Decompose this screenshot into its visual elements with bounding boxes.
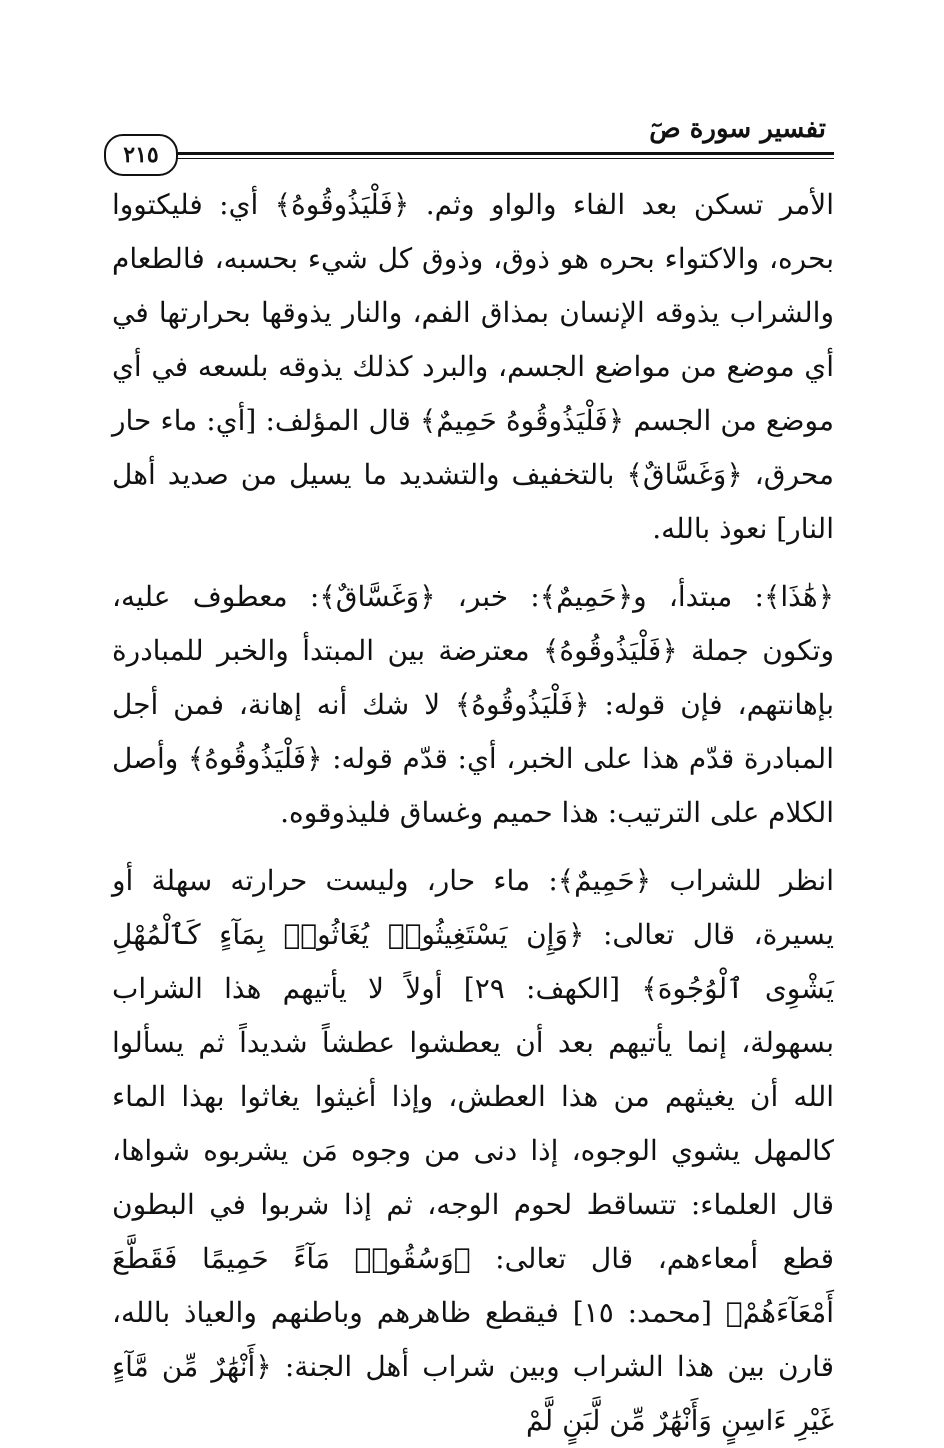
paragraph: الأمر تسكن بعد الفاء والواو وثم. ﴿فَلْيَذُوقُوهُ﴾ أي: فليكتووا بحره، والاكتواء بحره هو ذوق، وذوق كل شيء بحسبه، فالطعام والشراب يذوقه الإنسان بمذاق الفم، والنار يذوقها بحرارتها في أي موضع من مواضع الجسم، والبرد كذلك يذوقه بلسعه في أي موضع من الجسم ﴿فَلْيَذُوقُوهُ حَمِيمٌ﴾ قال المؤلف: [أي: ماء حار محرق، ﴿وَغَسَّاقٌ﴾ بالتخفيف والتشديد ما يسيل من صديد أهل النار] نعوذ بالله.	[112, 188, 834, 545]
paragraph: انظر للشراب ﴿حَمِيمٌ﴾: ماء حار، وليست حرارته سهلة أو يسيرة، قال تعالى: ﴿وَإِن يَسْتَغِيثُوا۟ يُغَاثُوا۟ بِمَآءٍ كَٱلْمُهْلِ يَشْوِى ٱلْوُجُوهَ﴾ [الكهف: ٢٩] أولاً لا يأتيهم هذا الشراب بسهولة، إنما يأتيهم بعد أن يعطشوا عطشاً شديداً ثم يسألوا الله أن يغيثهم من هذا العطش، وإذا أغيثوا يغاثوا بهذا الماء كالمهل يشوي الوجوه، إذا دنى من وجوه مَن يشربوه شواها، قال العلماء: تتساقط لحوم الوجه، ثم إذا شربوا في البطون قطع أمعاءهم، قال تعالى: ﴿وَسُقُوا۟ مَآءً حَمِيمًا فَقَطَّعَ أَمْعَآءَهُمْ﴾ [محمد: ١٥] فيقطع ظاهرهم وباطنهم والعياذ بالله، قارن بين هذا الشراب وبين شراب أهل الجنة: ﴿أَنْهَٰرٌ مِّن مَّآءٍ غَيْرِ ءَاسِنٍ وَأَنْهَٰرٌ مِّن لَّبَنٍ لَّمْ	[112, 864, 834, 1437]
book-title: تفسير سورة صٓ	[649, 114, 826, 144]
header-rule-thin	[164, 158, 834, 159]
paragraph: ﴿هَٰذَا﴾: مبتدأ، و﴿حَمِيمٌ﴾: خبر، ﴿وَغَسَّاقٌ﴾: معطوف عليه، وتكون جملة ﴿فَلْيَذُوقُوهُ﴾ معترضة بين المبتدأ والخبر للمبادرة بإهانتهم، فإن قوله: ﴿فَلْيَذُوقُوهُ﴾ لا شك أنه إهانة، فمن أجل المبادرة قدّم هذا على الخبر، أي: قدّم قوله: ﴿فَلْيَذُوقُوهُ﴾ وأصل الكلام على الترتيب: هذا حميم وغساق فليذوقوه.	[112, 580, 834, 829]
body-text	[112, 178, 834, 1448]
page-number: ٢١٥	[104, 134, 178, 176]
header-rule-thick	[164, 152, 834, 155]
page-header	[104, 108, 834, 172]
